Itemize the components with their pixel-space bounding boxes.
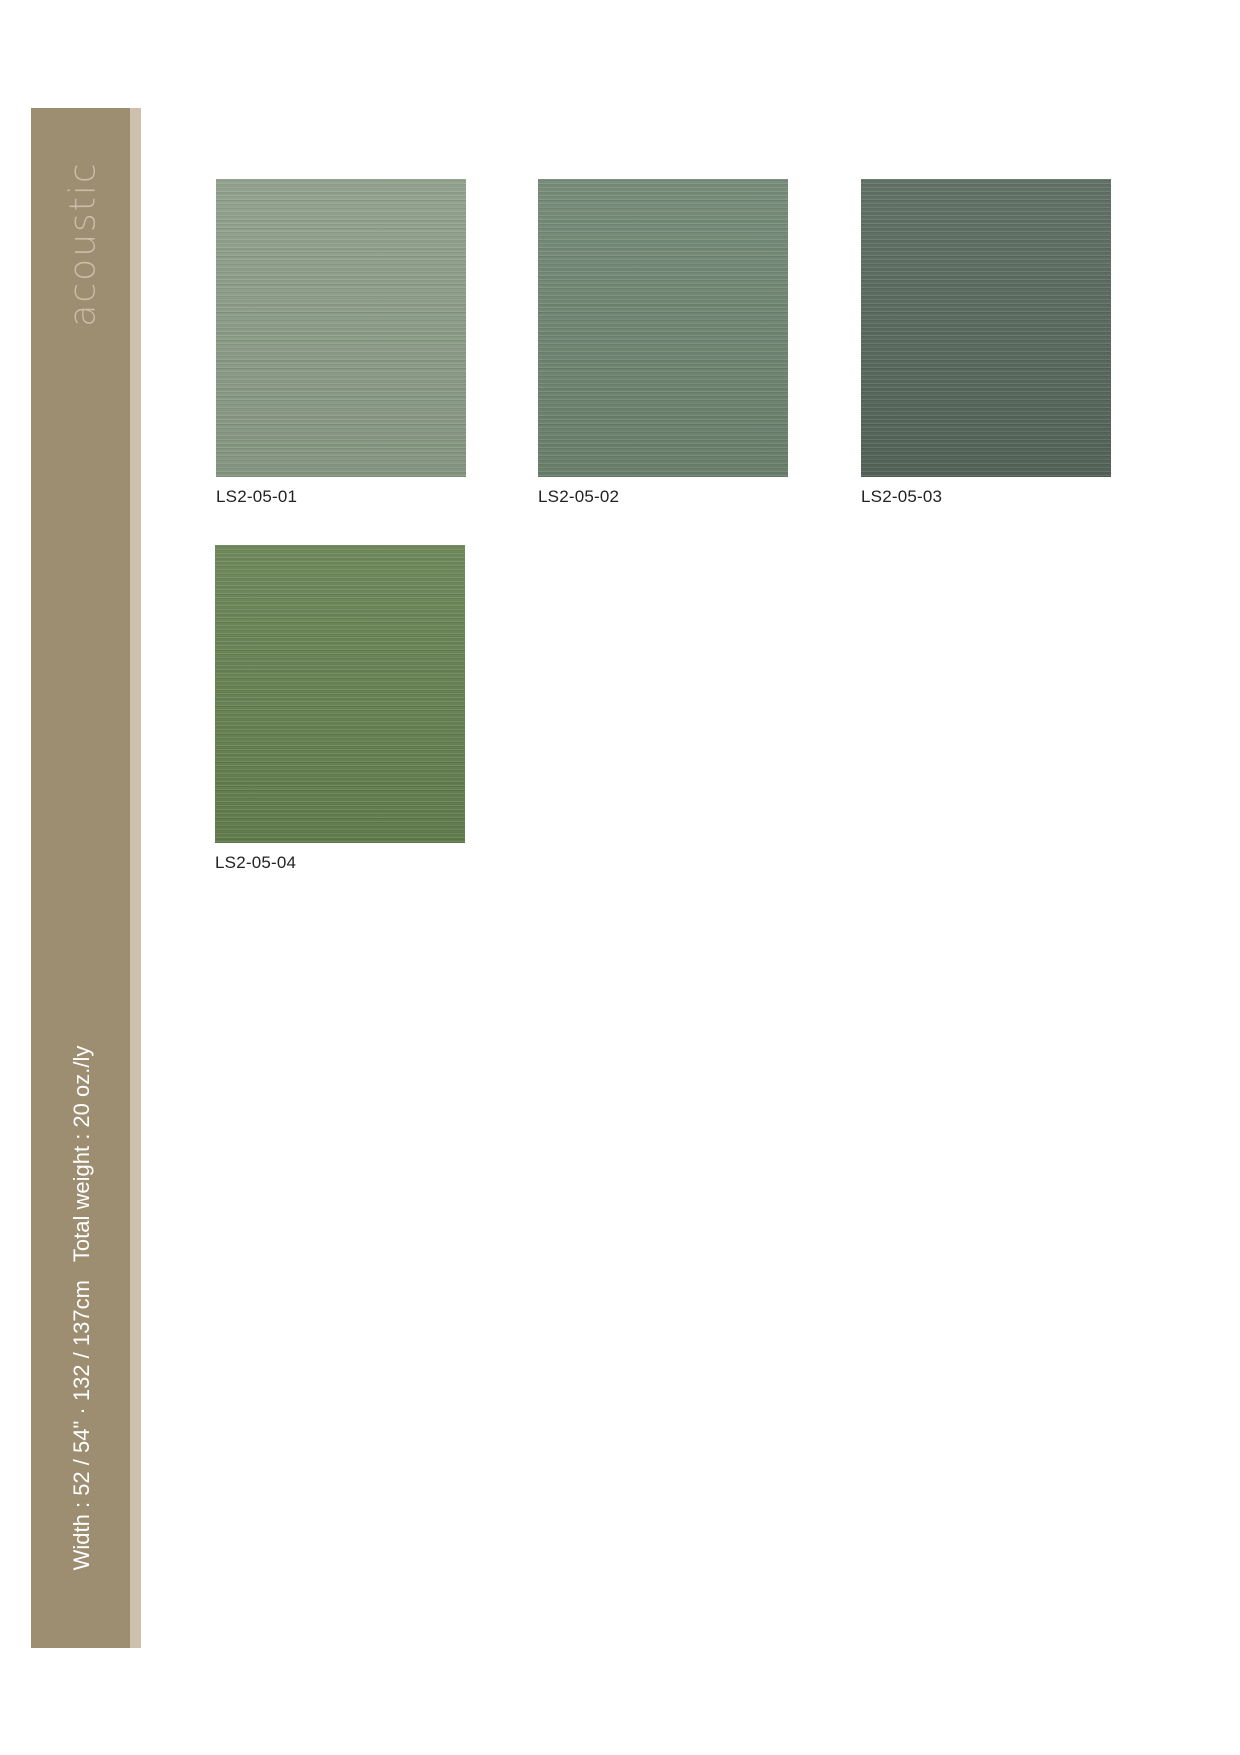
swatch-card[interactable]	[861, 179, 1111, 507]
swatch-code: LS2-05-01	[216, 487, 298, 506]
swatch-code: LS2-05-04	[215, 853, 297, 872]
sidebar-edge	[130, 108, 141, 1648]
fabric-swatch[interactable]	[215, 545, 465, 843]
swatch-code: LS2-05-02	[538, 487, 620, 506]
fabric-swatch[interactable]	[861, 179, 1111, 477]
swatch-card[interactable]	[215, 545, 465, 873]
spec-width: Width : 52 / 54" · 132 / 137cm	[69, 1280, 94, 1571]
swatch-card[interactable]	[216, 179, 466, 507]
spec-weight: Total weight : 20 oz./ly	[69, 1045, 94, 1263]
swatch-card[interactable]	[538, 179, 788, 507]
swatch-code: LS2-05-03	[861, 487, 943, 506]
spec-label	[69, 1046, 95, 1571]
category-label: acoustic	[62, 161, 104, 327]
fabric-swatch[interactable]	[216, 179, 466, 477]
fabric-swatch[interactable]	[538, 179, 788, 477]
